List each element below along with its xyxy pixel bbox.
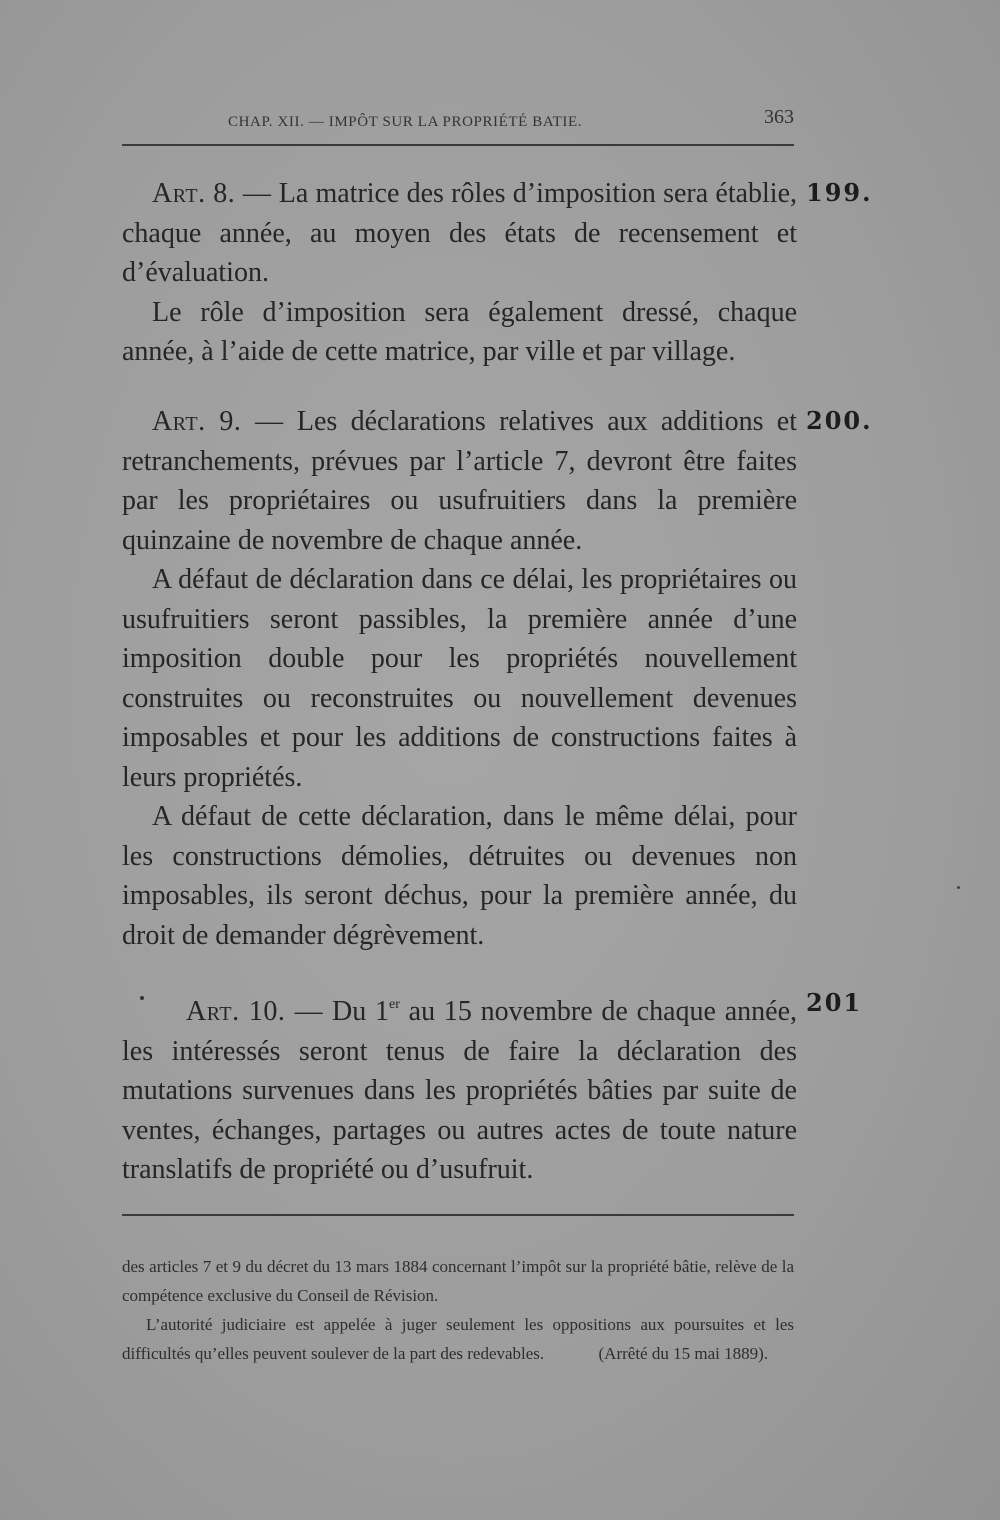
footnote-paragraph-2: L’autorité judiciaire est appelée à juger seulement les oppositions aux poursuites et les difficultés qu’elles peuvent soulever de la part des redevables. — [122, 1315, 794, 1363]
running-header — [122, 104, 794, 146]
running-title: CHAP. XII. — IMPÔT SUR LA PROPRIÉTÉ BATIE. — [228, 114, 583, 130]
footnote — [122, 1252, 794, 1368]
article-10-text: au 15 novembre de chaque année, les intéressés seront tenus de faire la déclaration des mutations survenues dans les propriétés bâties par suite de ventes, échanges, partages ou autres actes de toute nature translatifs de propriété ou d’usufruit. — [122, 996, 797, 1185]
article-9-text-1: Les déclarations relatives aux additions et retranchements, prévues par l’article 7, devront être faites par les propriétaires ou usufruitiers dans la première quinzaine de novembre de chaque année. — [122, 406, 798, 556]
article-8-label: Art. 8. — — [152, 178, 272, 209]
article-10-label: Art. 10. — — [186, 996, 324, 1027]
article-9-paragraph-2: A défaut de déclaration dans ce délai, les propriétaires ou usufruitiers seront passibles, la première année d’une imposition double pour les propriétés nouvellement construites ou reconstruites ou nouvellement devenues imposables et pour les additions de constructions faites à leurs propriétés. — [122, 564, 797, 793]
footnote-divider — [122, 1214, 794, 1216]
article-9-paragraph-1 — [122, 402, 797, 560]
article-8-paragraph-1 — [122, 174, 797, 293]
article-10 — [122, 992, 797, 1190]
article-10-paragraph-1 — [122, 992, 797, 1190]
margin-number-199: 199. — [806, 178, 873, 207]
footnote-paragraph-1: des articles 7 et 9 du décret du 13 mars 1884 concernant l’impôt sur la propriété bâtie, relève de la compétence exclusive du Conseil de Révision. — [122, 1257, 794, 1305]
article-9-paragraph-3: A défaut de cette déclaration, dans le même délai, pour les constructions démolies, détruites ou devenues non imposables, ils seront déchus, pour la première année, du droit de demander dégrèvement. — [122, 801, 797, 951]
footnote-attribution: (Arrêté du 15 mai 1889). — [598, 1344, 768, 1363]
page-number: 363 — [764, 106, 794, 128]
article-8-text-1: La matrice des rôles d’imposition sera établie, chaque année, au moyen des états de recensement et d’évaluation. — [122, 178, 798, 288]
article-9-label: Art. 9. — — [152, 406, 284, 437]
margin-number-201: 201 — [806, 988, 863, 1017]
article-10-lead: Du 1 — [331, 996, 389, 1027]
ordinal-superscript: er — [388, 997, 400, 1012]
margin-number-200: 200. — [806, 406, 873, 435]
article-8-paragraph-2: Le rôle d’imposition sera également dressé, chaque année, à l’aide de cette matrice, par ville et par village. — [122, 296, 797, 367]
article-9 — [122, 402, 797, 955]
article-8 — [122, 174, 797, 372]
stray-ink-dot — [957, 886, 960, 889]
